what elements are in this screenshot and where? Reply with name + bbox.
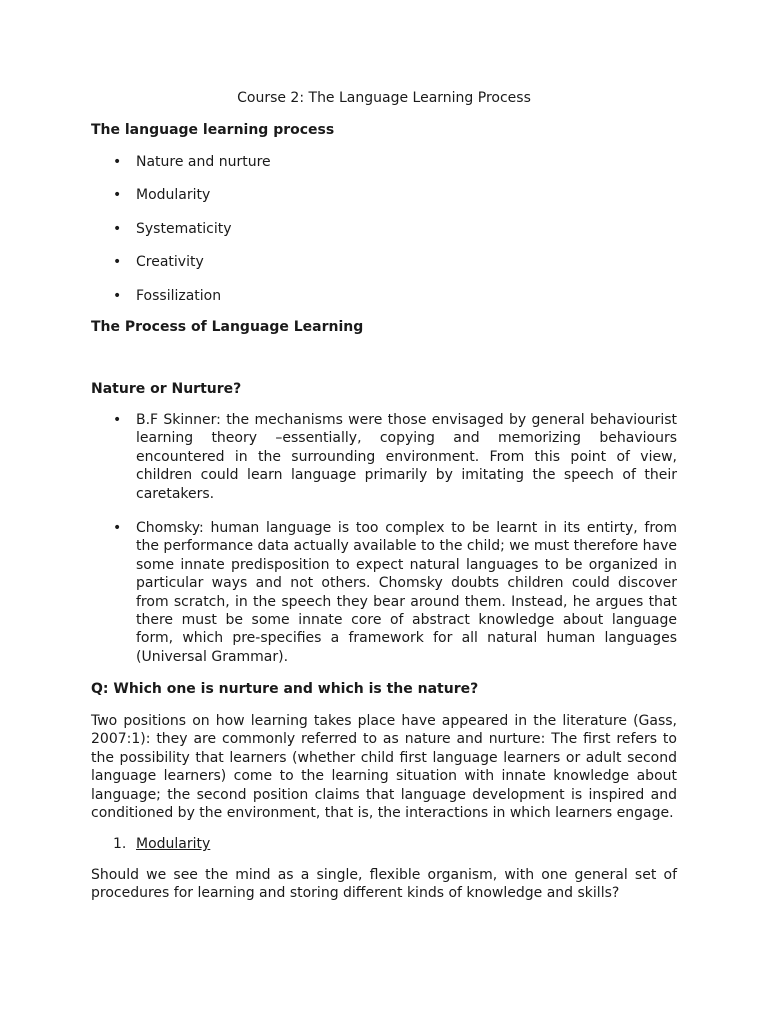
topic-item <box>91 253 677 271</box>
bullet-icon: • <box>113 254 122 271</box>
modularity-paragraph: Should we see the mind as a single, flexible organism, with one general set of procedures for learning and storing different kinds of knowledge and skills? <box>91 867 677 902</box>
bullet-icon: • <box>113 154 122 170</box>
question-heading: Q: Which one is nurture and which is the nature? <box>91 681 479 697</box>
topic-list <box>91 153 677 305</box>
heading-process-of-language-learning: The Process of Language Learning <box>91 319 364 335</box>
item-label: Modularity <box>136 836 211 852</box>
topic-label: Modularity <box>136 187 211 204</box>
bullet-icon: • <box>113 287 122 304</box>
chomsky-text: Chomsky: human language is too complex to be learnt in its entirty, from the performance data actually available to the child; we must therefore have some innate predisposition to expect natural languages to be organized in particular ways and not others. Chomsky doubts children could discover from scratch, in the speech they bear around them. Instead, he argues that there must be some innate core of abstract knowledge about language form, which pre-specifies a framework for all natural human languages (Universal Grammar). <box>136 520 677 665</box>
topic-label: Systematicity <box>136 220 232 237</box>
topic-item <box>91 153 677 171</box>
bullet-icon: • <box>113 220 122 237</box>
heading-nature-or-nurture: Nature or Nurture? <box>91 381 242 397</box>
nature-nurture-list <box>91 411 677 503</box>
topic-label: Creativity <box>136 254 204 271</box>
bullet-icon: • <box>113 520 122 536</box>
chomsky-item <box>91 519 677 666</box>
skinner-item <box>91 411 677 503</box>
topic-item <box>91 220 677 238</box>
numbered-item-modularity <box>91 835 677 853</box>
nature-nurture-list-2 <box>91 519 677 666</box>
heading-language-learning-process: The language learning process <box>91 122 335 138</box>
topic-item <box>91 186 677 204</box>
topic-label: Nature and nurture <box>136 154 271 170</box>
skinner-text: B.F Skinner: the mechanisms were those envisaged by general behaviourist learning theory –essentially, copying and memorizing behaviours encountered in the surrounding environment. From this point of view, children could learn language primarily by imitating the speech of their caretakers. <box>136 412 677 502</box>
positions-paragraph: Two positions on how learning takes place have appeared in the literature (Gass, 2007:1): they are commonly referred to as nature and nurture: The first refers to the possibility that learners (whether child first language learners or adult second language learners) come to the learning situation with innate knowledge about language; the second position claims that language development is inspired and conditioned by the environment, that is, the interactions in which learners engage. <box>91 713 677 822</box>
item-number: 1. <box>113 836 127 852</box>
topic-label: Fossilization <box>136 287 222 304</box>
bullet-icon: • <box>113 187 122 204</box>
page-title: Course 2: The Language Learning Process <box>237 90 531 106</box>
bullet-icon: • <box>113 412 122 428</box>
topic-item <box>91 287 677 305</box>
numbered-list <box>91 835 677 853</box>
